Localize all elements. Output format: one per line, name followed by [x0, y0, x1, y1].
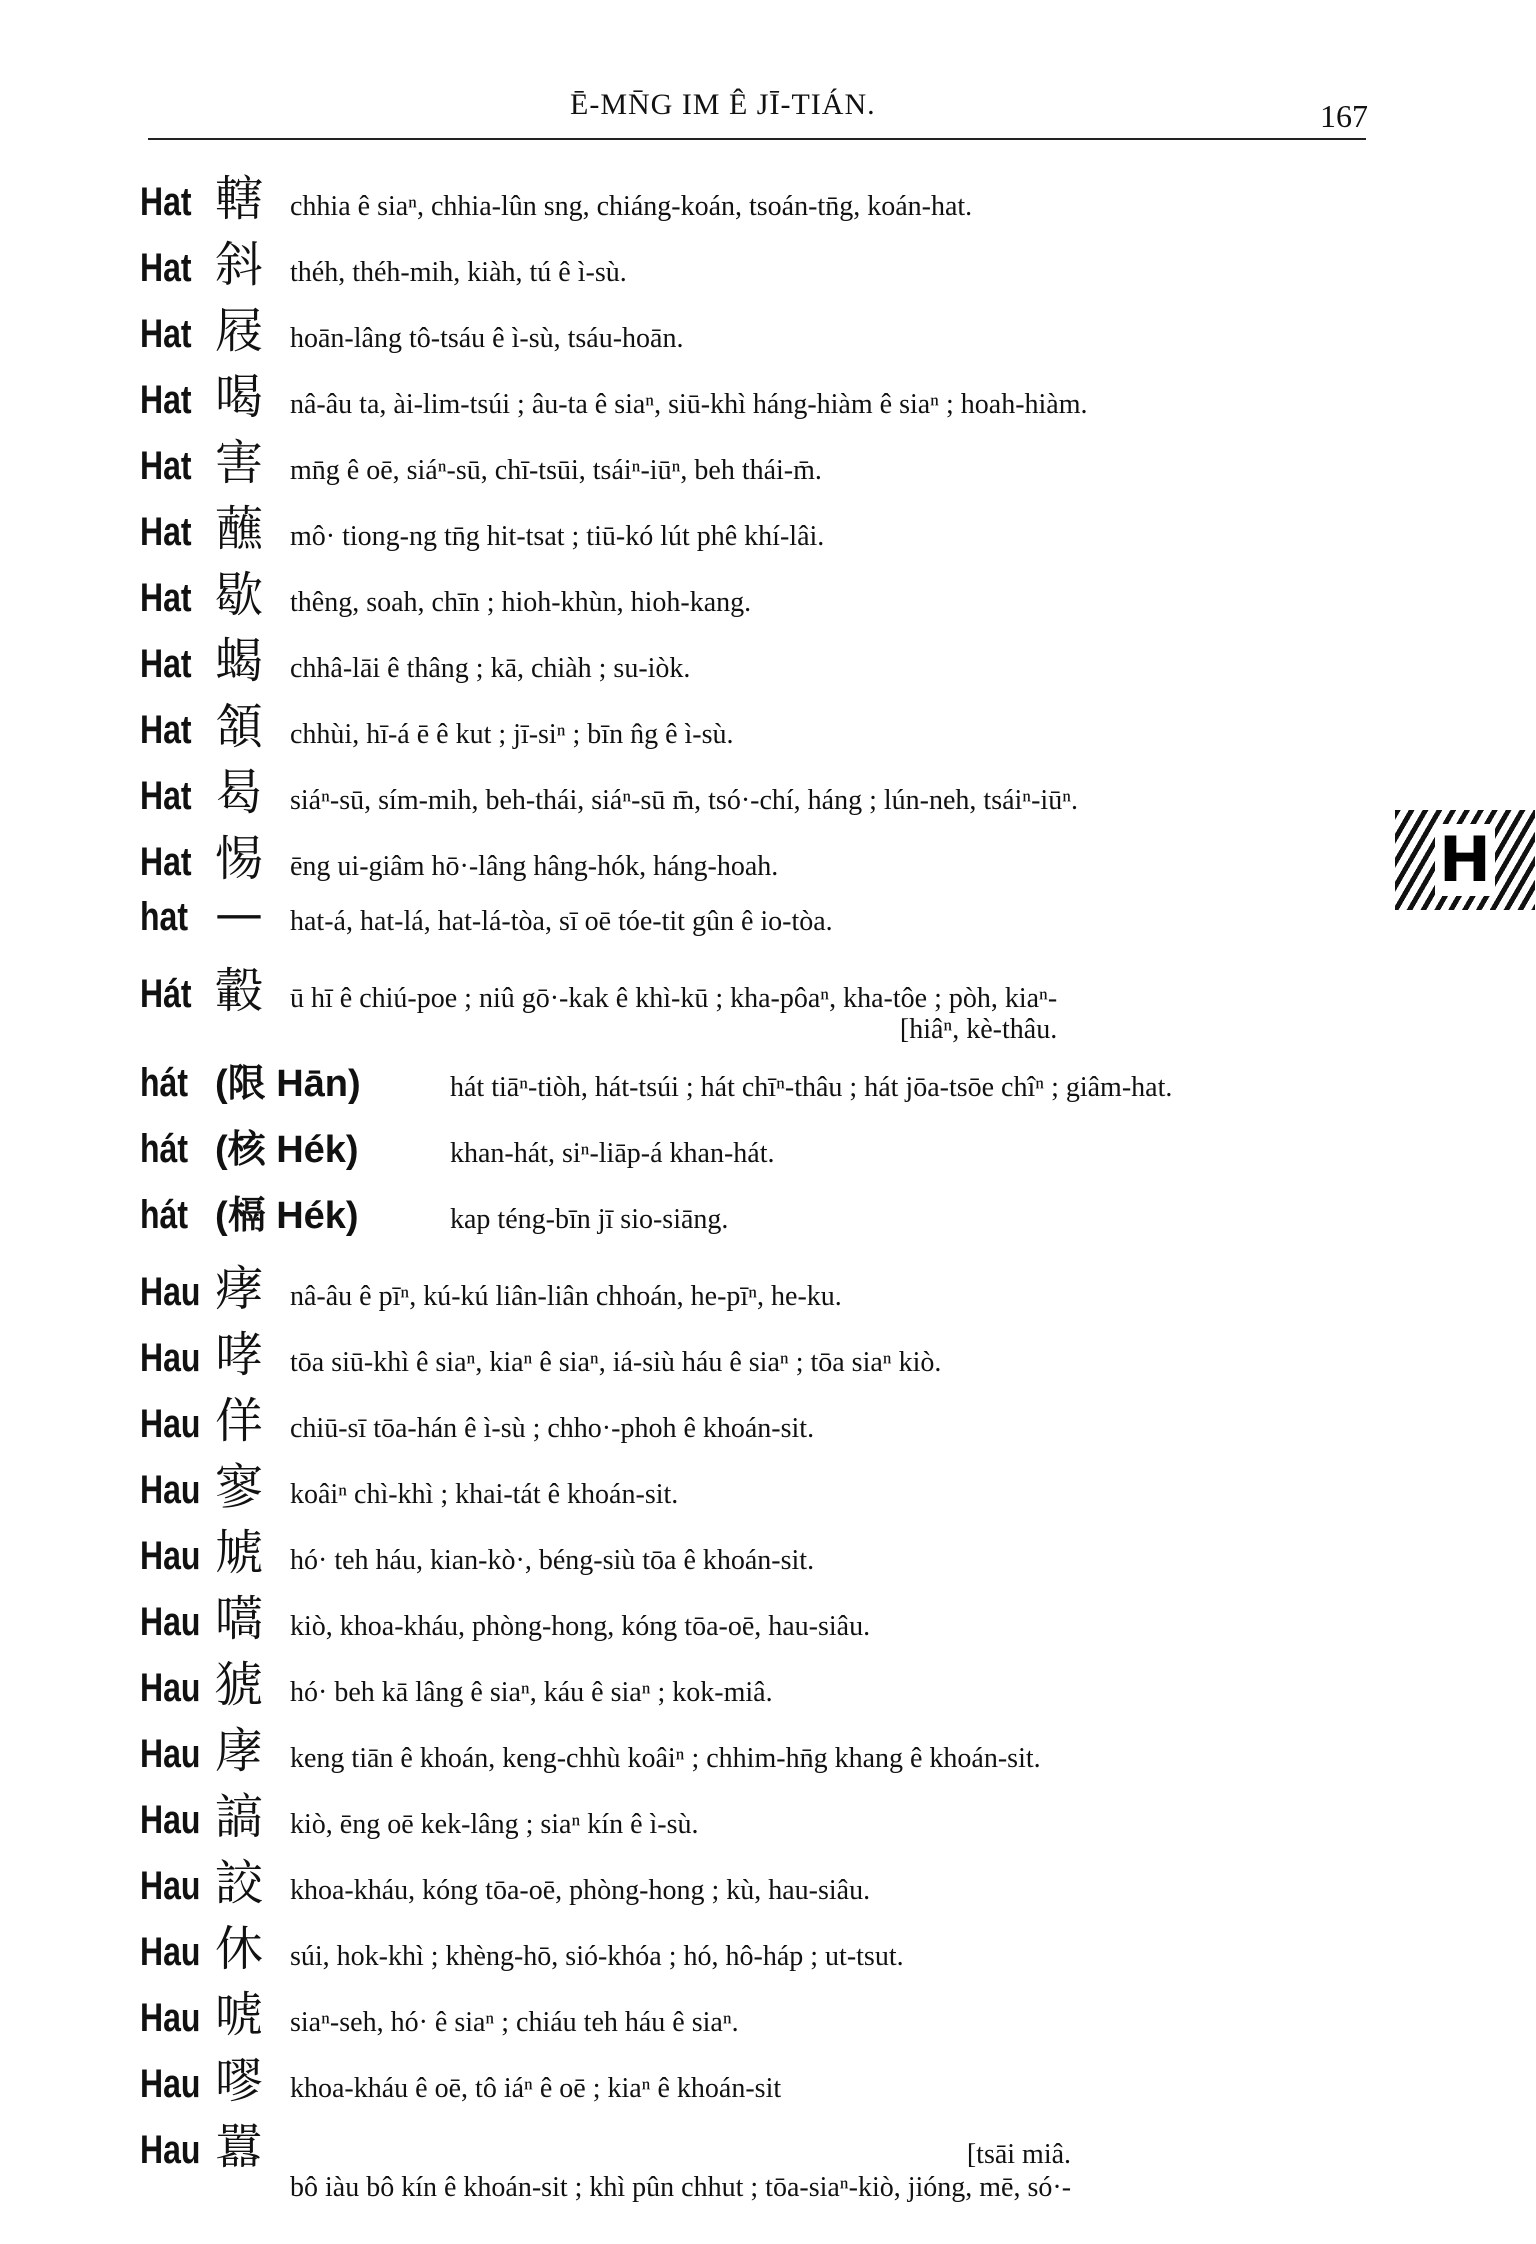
entry-headword: hát — [140, 1127, 188, 1171]
entry-definition: koâiⁿ chì-khì ; khai-tát ê khoán-sit. — [290, 1479, 679, 1510]
dictionary-entry — [140, 490, 1370, 556]
entry-body — [290, 1544, 814, 1578]
thumb-index-tab — [1395, 810, 1535, 910]
entry-character: 嚆 — [215, 1591, 264, 1647]
entry-body — [290, 586, 751, 620]
entry-body — [290, 388, 1088, 422]
entry-body — [290, 2141, 1071, 2205]
entry-continuation: [tsāi miâ. — [966, 2139, 1072, 2170]
dictionary-entry — [140, 2108, 1370, 2208]
dictionary-entry — [140, 1646, 1370, 1712]
entry-headword: Hau — [140, 2128, 201, 2172]
dictionary-entry — [140, 226, 1370, 292]
entry-body — [290, 652, 690, 686]
entry-body — [290, 1346, 941, 1380]
entry-body — [290, 850, 778, 884]
entry-definition: siaⁿ-seh, hó· ê siaⁿ ; chiáu teh háu ê siaⁿ. — [290, 2007, 739, 2038]
dictionary-entry — [140, 1514, 1370, 1580]
entry-body — [290, 1412, 814, 1446]
entry-character: 嘐 — [215, 2053, 264, 2109]
entry-character: 囂 — [215, 2119, 264, 2175]
entry-headword: Hat — [140, 444, 192, 488]
entry-character: 寥 — [215, 1459, 264, 1515]
entry-headword: Hau — [140, 1468, 201, 1512]
dictionary-entry — [140, 1976, 1370, 2042]
entry-headword: hát — [140, 1193, 188, 1237]
entry-headword: Hau — [140, 1996, 201, 2040]
entry-definition: chhia ê siaⁿ, chhia-lûn sng, chiáng-koán, tsoán-tn̄g, koán-hat. — [290, 191, 973, 222]
entry-body — [290, 1280, 842, 1314]
entry-headword: Hat — [140, 708, 192, 752]
thumb-index-letter: H — [1435, 824, 1495, 896]
dictionary-entry — [140, 754, 1370, 820]
entry-headword: Hau — [140, 1336, 201, 1380]
dictionary-entry — [140, 2042, 1370, 2108]
dictionary-entry — [140, 1184, 1370, 1250]
entry-character: 轄 — [215, 171, 264, 227]
entry-definition: chiū-sī tōa-hán ê ì-sù ; chho·-phoh ê khoán-sit. — [290, 1413, 815, 1444]
entry-character: 頷 — [215, 699, 264, 755]
running-header-title: Ē-MN̄G IM Ê JĪ-TIÁN. — [570, 88, 876, 121]
dictionary-entry — [140, 1118, 1370, 1184]
dictionary-entry — [140, 556, 1370, 622]
dictionary-entry — [140, 1250, 1370, 1316]
entry-body — [290, 1808, 699, 1842]
entry-headword: hát — [140, 1061, 188, 1105]
dictionary-entry — [140, 886, 1370, 952]
entry-character: 唬 — [215, 1987, 264, 2043]
entry-definition: mn̄g ê oē, siáⁿ-sū, chī-tsūi, tsáiⁿ-iūⁿ, beh thái-m̄. — [290, 455, 822, 486]
entry-definition: nâ-âu ta, ài-lim-tsúi ; âu-ta ê siaⁿ, siū-khì háng-hiàm ê siaⁿ ; hoah-hiàm. — [290, 389, 1088, 420]
entry-body — [290, 982, 1057, 1046]
entry-headword: Hau — [140, 2062, 201, 2106]
entry-headword: Hat — [140, 510, 192, 554]
entry-headword: Hat — [140, 180, 192, 224]
entry-body — [290, 520, 824, 554]
dictionary-entries — [140, 160, 1370, 2208]
entry-character: 謞 — [215, 1789, 264, 1845]
entry-character: 歇 — [215, 567, 264, 623]
entry-headword: Hau — [140, 1600, 201, 1644]
entry-definition: thêng, soah, chīn ; hioh-khùn, hioh-kang. — [290, 587, 752, 618]
entry-body — [290, 718, 734, 752]
entry-definition: bô iàu bô kín ê khoán-sit ; khì pûn chhut ; tōa-siaⁿ-kiò, jióng, mē, só·- — [290, 2172, 1072, 2203]
entry-character: 惕 — [215, 831, 264, 887]
entry-body — [290, 190, 972, 224]
entry-body — [450, 1071, 1172, 1105]
entry-definition: hat-á, hat-lá, hat-lá-tòa, sī oē tóe-tit gûn ê io-tòa. — [290, 906, 833, 937]
entry-body — [290, 1610, 870, 1644]
entry-definition: hát tiāⁿ-tiòh, hát-tsúi ; hát chīⁿ-thâu ; hát jōa-tsōe chîⁿ ; giâm-hat. — [450, 1072, 1173, 1103]
entry-definition: tōa siū-khì ê siaⁿ, kiaⁿ ê siaⁿ, iá-siù háu ê siaⁿ ; tōa siaⁿ kiò. — [290, 1347, 942, 1378]
entry-character: 斜 — [215, 237, 264, 293]
entry-headword: Hau — [140, 1930, 201, 1974]
entry-body — [290, 905, 833, 939]
dictionary-entry — [140, 1382, 1370, 1448]
entry-definition: kap téng-bīn jī sio-siāng. — [450, 1204, 729, 1235]
entry-character: 哮 — [215, 1327, 264, 1383]
dictionary-entry — [140, 1448, 1370, 1514]
entry-definition: théh, théh-mih, kiàh, tú ê ì-sù. — [290, 257, 627, 288]
header-rule — [148, 138, 1366, 140]
entry-continuation: [hiâⁿ, kè-thâu. — [899, 1014, 1058, 1045]
entry-body — [450, 1203, 728, 1237]
entry-character: 佯 — [215, 1393, 264, 1449]
entry-body — [290, 2072, 781, 2106]
entry-character: 蘸 — [215, 501, 264, 557]
dictionary-entry — [140, 622, 1370, 688]
entry-definition: chhùi, hī-á ē ê kut ; jī-siⁿ ; bīn n̂g ê ì-sù. — [290, 719, 734, 750]
dictionary-entry — [140, 1844, 1370, 1910]
entry-character: 蝎 — [215, 633, 264, 689]
entry-body — [450, 1137, 774, 1171]
entry-definition: hó· teh háu, kian-kò·, béng-siù tōa ê khoán-sit. — [290, 1545, 815, 1576]
dictionary-entry — [140, 292, 1370, 358]
entry-variant: (核 Hék) — [215, 1129, 359, 1171]
entry-variant: (限 Hān) — [215, 1063, 361, 1105]
entry-headword: Hau — [140, 1534, 201, 1578]
entry-headword: Hat — [140, 312, 192, 356]
entry-definition: kiò, ēng oē kek-lâng ; siaⁿ kín ê ì-sù. — [290, 1809, 699, 1840]
entry-character: 喝 — [215, 369, 264, 425]
entry-headword: Hat — [140, 774, 192, 818]
entry-character: 庨 — [215, 1723, 264, 1779]
entry-definition: hoān-lâng tô-tsáu ê ì-sù, tsáu-hoān. — [290, 323, 684, 354]
entry-definition: khoa-kháu, kóng tōa-oē, phòng-hong ; kù, hau-siâu. — [290, 1875, 871, 1906]
entry-definition: siáⁿ-sū, sím-mih, beh-thái, siáⁿ-sū m̄, tsó·-chí, háng ; lún-neh, tsáiⁿ-iūⁿ. — [290, 785, 1079, 816]
dictionary-entry — [140, 160, 1370, 226]
entry-body — [290, 1742, 1041, 1776]
entry-character: 虓 — [215, 1525, 264, 1581]
entry-headword: Hat — [140, 642, 192, 686]
entry-character: 曷 — [215, 765, 264, 821]
entry-variant: (槅 Hék) — [215, 1195, 359, 1237]
entry-character: — — [215, 886, 263, 942]
entry-definition: khoa-kháu ê oē, tô iáⁿ ê oē ; kiaⁿ ê khoán-sit — [290, 2073, 782, 2104]
entry-character: 猇 — [215, 1657, 264, 1713]
dictionary-entry — [140, 1910, 1370, 1976]
dictionary-entry — [140, 1712, 1370, 1778]
entry-definition: khan-hát, siⁿ-liāp-á khan-hát. — [450, 1138, 775, 1169]
entry-body — [290, 2006, 739, 2040]
dictionary-entry — [140, 688, 1370, 754]
dictionary-entry — [140, 952, 1370, 1052]
entry-body — [290, 454, 822, 488]
entry-body — [290, 322, 683, 356]
dictionary-entry — [140, 1316, 1370, 1382]
entry-headword: Hat — [140, 246, 192, 290]
entry-character: 詨 — [215, 1855, 264, 1911]
entry-definition: hó· beh kā lâng ê siaⁿ, káu ê siaⁿ ; kok-miâ. — [290, 1677, 773, 1708]
entry-character: 屐 — [215, 303, 264, 359]
entry-definition: chhâ-lāi ê thâng ; kā, chiàh ; su-iòk. — [290, 653, 691, 684]
entry-definition: ū hī ê chiú-poe ; niû gō·-kak ê khì-kū ; kha-pôaⁿ, kha-tôe ; pòh, kiaⁿ- — [290, 983, 1058, 1014]
entry-body — [290, 1874, 870, 1908]
entry-headword: Hau — [140, 1666, 201, 1710]
dictionary-entry — [140, 1778, 1370, 1844]
entry-headword: Hat — [140, 378, 192, 422]
entry-headword: hat — [140, 895, 188, 939]
entry-character: 害 — [215, 435, 264, 491]
entry-character: 休 — [215, 1921, 264, 1977]
entry-headword: Hau — [140, 1864, 201, 1908]
entry-definition: kiò, khoa-kháu, phòng-hong, kóng tōa-oē, hau-siâu. — [290, 1611, 871, 1642]
entry-body — [290, 256, 627, 290]
page-number: 167 — [1320, 98, 1368, 134]
entry-definition: súi, hok-khì ; khèng-hō, sió-khóa ; hó, hô-háp ; ut-tsut. — [290, 1941, 904, 1972]
entry-headword: Hat — [140, 576, 192, 620]
entry-definition: mô· tiong-ng tn̄g hit-tsat ; tiū-kó lút phê khí-lâi. — [290, 521, 825, 552]
entry-headword: Hau — [140, 1270, 201, 1314]
entry-body — [290, 1940, 904, 1974]
entry-character: 轂 — [215, 963, 264, 1019]
entry-headword: Hát — [140, 972, 192, 1016]
dictionary-entry — [140, 820, 1370, 886]
entry-character: 痚 — [215, 1261, 264, 1317]
dictionary-entry — [140, 424, 1370, 490]
dictionary-entry — [140, 1580, 1370, 1646]
dictionary-entry — [140, 1052, 1370, 1118]
entry-body — [290, 1676, 773, 1710]
entry-headword: Hau — [140, 1732, 201, 1776]
entry-definition: nâ-âu ê pīⁿ, kú-kú liân-liân chhoán, he-pīⁿ, he-ku. — [290, 1281, 842, 1312]
dictionary-entry — [140, 358, 1370, 424]
entry-definition: ēng ui-giâm hō·-lâng hâng-hók, háng-hoah. — [290, 851, 779, 882]
entry-body — [290, 1478, 678, 1512]
entry-definition: keng tiān ê khoán, keng-chhù koâiⁿ ; chhim-hn̄g khang ê khoán-sit. — [290, 1743, 1041, 1774]
entry-headword: Hau — [140, 1798, 201, 1842]
entry-headword: Hau — [140, 1402, 201, 1446]
entry-body — [290, 784, 1078, 818]
entry-headword: Hat — [140, 840, 192, 884]
